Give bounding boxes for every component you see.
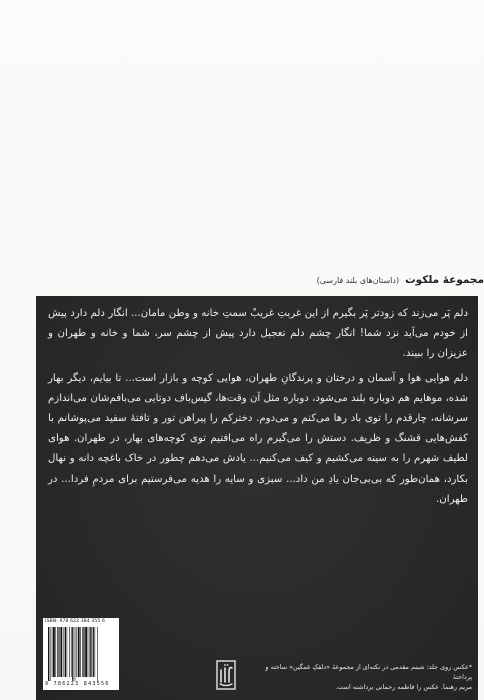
blurb-text: [48, 304, 468, 510]
publisher-logo-icon: [216, 660, 236, 690]
credits-line-2: مریم رهنما. عکس را فاطمه رحمانی برداشته است.: [335, 683, 472, 691]
cover-credits: [260, 662, 472, 692]
barcode-block: [43, 618, 119, 690]
barcode-digits: 9 786223 843556: [45, 681, 110, 687]
isbn-label: ISBN: 978 622 384 355 6: [45, 619, 106, 624]
barcode-bars: [45, 627, 117, 681]
series-title: مجموعهٔ ملکوت: [405, 274, 484, 286]
credits-line-1: *عکس روی جلد: شبنم مقدمی در نکته‌ای از مجموعهٔ «دلقکِ غمگین» ساخته و پرداختهٔ: [265, 663, 472, 681]
series-header: [36, 274, 484, 294]
blurb-paragraph-2: دلم هوایی هوا و آسمان و درختان و پرندگانِ طهران، هوایی کوچه و بازار است... تا بیایم، دیگر بهار شده، موهایم هم دوباره بلند می‌شود، دوباره مثل آن وقت‌ها، گیس‌باف دوتایی می‌بافم‌شان می‌اندازم سرشانه، چارقدم را توی باد رها می‌کنم و می‌دوم. دخترکم را پیراهن تور و تافتهٔ سفید می‌پوشانم با کفش‌هایی قشنگ و ظریف. دستش را می‌گیرم راه می‌افتیم توی کوچه‌های بهار، در طهران. هوای لطیف شهرم را به سینه می‌کشیم و کیف می‌کنیم... یادش می‌دهم چطور در خاک باغچه دانه و نهال بکارد، همان‌طور که بی‌بی‌جان یادِ من داد... سبزی و سایه را هدیه می‌فرستیم برای مردمِ فردا... در طهران.: [48, 372, 468, 505]
blurb-paragraph-1: دلم پَر می‌زند که زودتر پَر بگیرم از این غربتِ غریبْ سمتِ خانه و وطن مامان... انگار دلم دارد پیش از خودم می‌آید نزد شما! انگار چشم دلم تعجیل دارد پیش از چشم سر، شما و خانه و طهران و عزیزان را ببیند.: [48, 308, 468, 360]
series-subtitle: (داستان‌های بلند فارسی): [316, 276, 400, 285]
